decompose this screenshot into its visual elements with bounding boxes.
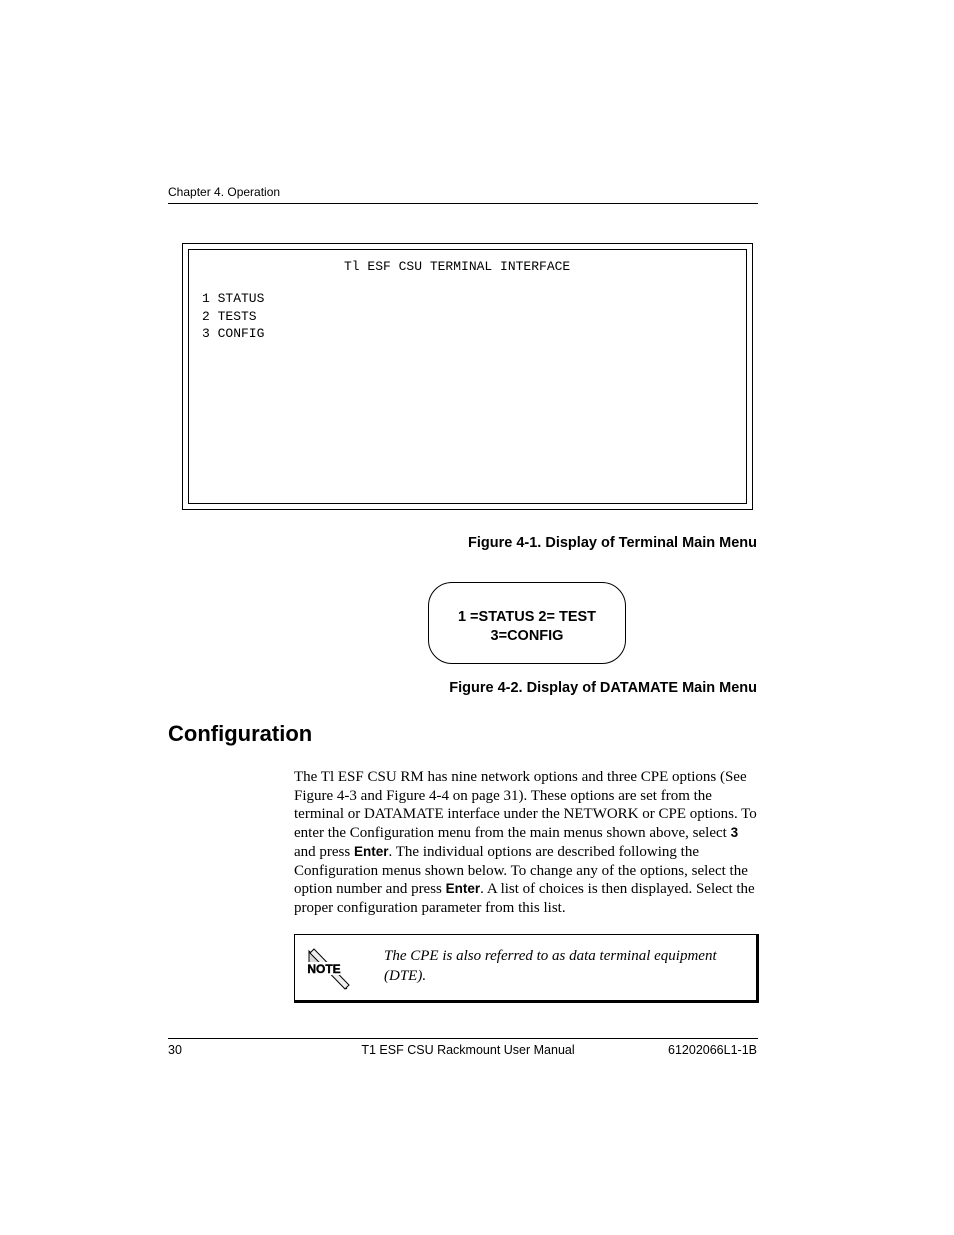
body-text-2: and press [294, 843, 354, 860]
section-heading: Configuration [168, 721, 313, 746]
page-number: 30 [168, 1043, 182, 1057]
manual-title: T1 ESF CSU Rackmount User Manual [361, 1043, 575, 1057]
key-3: 3 [730, 825, 739, 841]
datamate-display [428, 582, 626, 664]
note-box [294, 934, 759, 1003]
note-icon [305, 947, 351, 993]
body-text-4: . A list of choices is then displayed. Select the proper configuration parameter from this list. [294, 881, 755, 916]
terminal-screen-figure [182, 243, 753, 510]
body-text-3: . The individual options are described following the Configuration menus shown below. To change any of the options, select the option number and press [294, 843, 748, 898]
terminal-menu-item-config: 3 CONFIG [202, 326, 265, 341]
key-enter: Enter [445, 881, 481, 897]
footer-rule [168, 1038, 758, 1039]
datamate-line-2: 3=CONFIG [490, 628, 564, 644]
chapter-header: Chapter 4. Operation [168, 185, 281, 199]
document-number: 61202066L1-1B [668, 1043, 757, 1057]
terminal-title: Tl ESF CSU TERMINAL INTERFACE [344, 259, 571, 274]
key-enter: Enter [354, 843, 389, 859]
header-rule [168, 203, 758, 204]
terminal-menu [202, 290, 264, 343]
note-icon-label: NOTE [307, 962, 341, 976]
body-text-1: The Tl ESF CSU RM has nine network options and three CPE options (See Figure 4-3 and Figure 4-4 on page 31). These options are set from the terminal or DATAMATE interface under the NETWORK or CPE options. To enter the Configuration menu from the main menus shown above, select [294, 769, 757, 842]
terminal-menu-item-status: 1 STATUS [202, 291, 265, 306]
datamate-line-1: 1 =STATUS 2= TEST [457, 609, 597, 625]
body-paragraph [294, 768, 760, 918]
note-text: The CPE is also referred to as data terminal equipment (DTE). [384, 948, 717, 984]
figure-4-1-caption: Figure 4-1. Display of Terminal Main Menu [468, 535, 757, 551]
terminal-screen-inner [188, 249, 747, 504]
terminal-menu-item-tests: 2 TESTS [202, 308, 257, 324]
figure-4-2-caption: Figure 4-2. Display of DATAMATE Main Menu [449, 680, 757, 696]
